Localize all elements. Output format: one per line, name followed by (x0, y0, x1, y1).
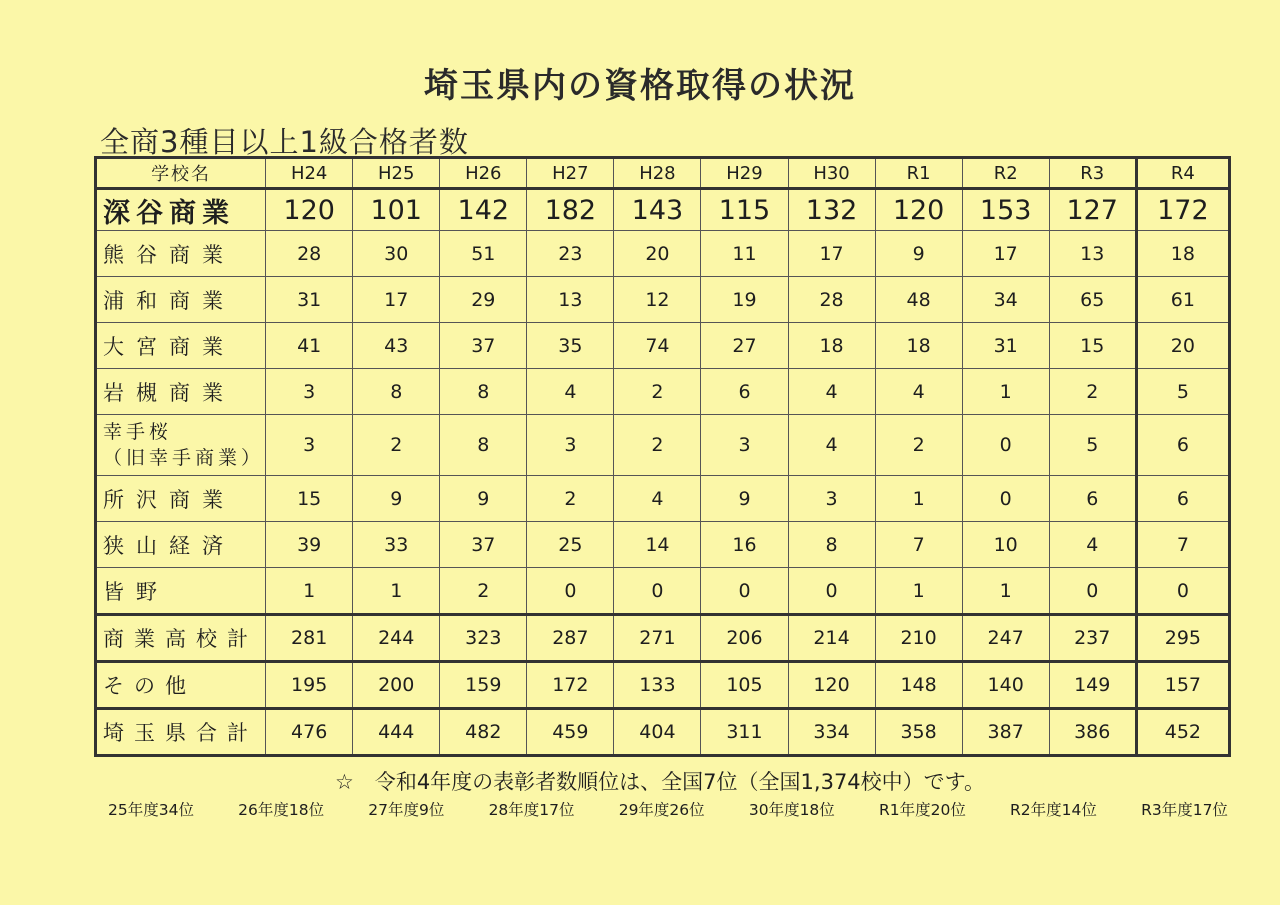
value-cell: 1 (875, 568, 962, 615)
value-cell: 149 (1049, 662, 1136, 709)
value-cell: 2 (875, 415, 962, 476)
value-cell: 41 (266, 323, 353, 369)
value-cell: 358 (875, 709, 962, 756)
value-cell: 142 (440, 189, 527, 231)
value-cell: 200 (353, 662, 440, 709)
value-cell: 8 (788, 522, 875, 568)
year-header: H26 (440, 158, 527, 189)
value-cell: 0 (1136, 568, 1229, 615)
value-cell: 386 (1049, 709, 1136, 756)
value-cell: 247 (962, 615, 1049, 662)
value-cell: 12 (614, 277, 701, 323)
table-row (96, 323, 1230, 369)
table-row (96, 615, 1230, 662)
value-cell: 7 (875, 522, 962, 568)
value-cell: 2 (353, 415, 440, 476)
value-cell: 28 (266, 231, 353, 277)
table-row (96, 476, 1230, 522)
value-cell: 9 (701, 476, 788, 522)
value-cell: 31 (266, 277, 353, 323)
school-name-text: 岩槻商業 (103, 380, 235, 405)
value-cell: 287 (527, 615, 614, 662)
value-cell: 37 (440, 323, 527, 369)
school-name (96, 709, 266, 756)
value-cell: 13 (1049, 231, 1136, 277)
value-cell: 51 (440, 231, 527, 277)
year-header: H30 (788, 158, 875, 189)
value-cell: 17 (353, 277, 440, 323)
value-cell: 2 (614, 415, 701, 476)
school-name-text: 所沢商業 (103, 487, 235, 512)
school-name-text: 埼玉県合計 (103, 721, 258, 745)
year-header: H27 (527, 158, 614, 189)
school-name (96, 277, 266, 323)
table-row (96, 277, 1230, 323)
value-cell: 6 (701, 369, 788, 415)
school-name-text: 狭山経済 (103, 533, 235, 558)
value-cell: 334 (788, 709, 875, 756)
value-cell: 0 (962, 476, 1049, 522)
value-cell: 452 (1136, 709, 1229, 756)
value-cell: 9 (440, 476, 527, 522)
school-name (96, 189, 266, 231)
year-header: H28 (614, 158, 701, 189)
value-cell: 4 (527, 369, 614, 415)
yearly-rankings (108, 798, 1228, 820)
value-cell: 6 (1049, 476, 1136, 522)
table-row (96, 662, 1230, 709)
year-header: H25 (353, 158, 440, 189)
value-cell: 237 (1049, 615, 1136, 662)
value-cell: 11 (701, 231, 788, 277)
value-cell: 15 (1049, 323, 1136, 369)
page-title: 埼玉県内の資格取得の状況 (424, 66, 856, 106)
value-cell: 159 (440, 662, 527, 709)
year-header: R4 (1136, 158, 1229, 189)
value-cell: 210 (875, 615, 962, 662)
value-cell: 311 (701, 709, 788, 756)
year-header: R2 (962, 158, 1049, 189)
value-cell: 271 (614, 615, 701, 662)
value-cell: 8 (440, 415, 527, 476)
value-cell: 172 (1136, 189, 1229, 231)
ranking-note: ☆ 令和4年度の表彰者数順位は、全国7位（全国1,374校中）です。 (335, 770, 985, 794)
value-cell: 1 (266, 568, 353, 615)
value-cell: 25 (527, 522, 614, 568)
value-cell: 157 (1136, 662, 1229, 709)
value-cell: 27 (701, 323, 788, 369)
ranking-item: 27年度9位 (368, 801, 445, 819)
value-cell: 43 (353, 323, 440, 369)
value-cell: 2 (440, 568, 527, 615)
value-cell: 5 (1049, 415, 1136, 476)
value-cell: 115 (701, 189, 788, 231)
value-cell: 48 (875, 277, 962, 323)
value-cell: 182 (527, 189, 614, 231)
school-name (96, 476, 266, 522)
value-cell: 482 (440, 709, 527, 756)
school-name (96, 568, 266, 615)
table-row (96, 522, 1230, 568)
value-cell: 29 (440, 277, 527, 323)
year-header: H29 (701, 158, 788, 189)
school-name (96, 369, 266, 415)
value-cell: 16 (701, 522, 788, 568)
value-cell: 120 (266, 189, 353, 231)
value-cell: 3 (266, 415, 353, 476)
value-cell: 0 (701, 568, 788, 615)
value-cell: 10 (962, 522, 1049, 568)
ranking-item: 25年度34位 (108, 801, 194, 819)
value-cell: 4 (788, 415, 875, 476)
value-cell: 3 (266, 369, 353, 415)
value-cell: 4 (788, 369, 875, 415)
ranking-item: R1年度20位 (878, 801, 966, 819)
value-cell: 4 (875, 369, 962, 415)
value-cell: 4 (614, 476, 701, 522)
value-cell: 33 (353, 522, 440, 568)
table-subtitle: 全商3種目以上1級合格者数 (100, 125, 469, 159)
value-cell: 120 (875, 189, 962, 231)
value-cell: 120 (788, 662, 875, 709)
value-cell: 19 (701, 277, 788, 323)
school-name-text: 幸手桜 (103, 421, 173, 443)
school-name (96, 231, 266, 277)
value-cell: 28 (788, 277, 875, 323)
value-cell: 9 (353, 476, 440, 522)
school-name (96, 615, 266, 662)
value-cell: 15 (266, 476, 353, 522)
year-header: R1 (875, 158, 962, 189)
table-row (96, 189, 1230, 231)
value-cell: 39 (266, 522, 353, 568)
value-cell: 101 (353, 189, 440, 231)
ranking-item: 26年度18位 (238, 801, 325, 819)
ranking-item: 30年度18位 (748, 801, 835, 819)
school-name-text: 皆野 (103, 579, 169, 604)
value-cell: 195 (266, 662, 353, 709)
value-cell: 35 (527, 323, 614, 369)
value-cell: 295 (1136, 615, 1229, 662)
value-cell: 459 (527, 709, 614, 756)
value-cell: 1 (962, 568, 1049, 615)
value-cell: 17 (788, 231, 875, 277)
value-cell: 0 (614, 568, 701, 615)
value-cell: 20 (1136, 323, 1229, 369)
value-cell: 65 (1049, 277, 1136, 323)
value-cell: 7 (1136, 522, 1229, 568)
value-cell: 34 (962, 277, 1049, 323)
table-row (96, 568, 1230, 615)
school-former-name: （旧幸手商業） (103, 447, 265, 469)
value-cell: 132 (788, 189, 875, 231)
value-cell: 5 (1136, 369, 1229, 415)
value-cell: 206 (701, 615, 788, 662)
value-cell: 8 (440, 369, 527, 415)
value-cell: 476 (266, 709, 353, 756)
value-cell: 1 (962, 369, 1049, 415)
value-cell: 14 (614, 522, 701, 568)
value-cell: 0 (962, 415, 1049, 476)
value-cell: 8 (353, 369, 440, 415)
value-cell: 143 (614, 189, 701, 231)
table-row (96, 369, 1230, 415)
value-cell: 281 (266, 615, 353, 662)
value-cell: 0 (527, 568, 614, 615)
value-cell: 3 (527, 415, 614, 476)
value-cell: 127 (1049, 189, 1136, 231)
value-cell: 30 (353, 231, 440, 277)
value-cell: 153 (962, 189, 1049, 231)
value-cell: 133 (614, 662, 701, 709)
value-cell: 18 (875, 323, 962, 369)
value-cell: 2 (527, 476, 614, 522)
value-cell: 18 (788, 323, 875, 369)
value-cell: 1 (353, 568, 440, 615)
value-cell: 18 (1136, 231, 1229, 277)
school-name-text: 大宮商業 (103, 334, 235, 359)
year-header: H24 (266, 158, 353, 189)
value-cell: 20 (614, 231, 701, 277)
ranking-item: 29年度26位 (618, 801, 705, 819)
value-cell: 214 (788, 615, 875, 662)
school-name-text: その他 (103, 674, 196, 698)
school-name-text: 深谷商業 (103, 197, 235, 229)
value-cell: 172 (527, 662, 614, 709)
year-header: R3 (1049, 158, 1136, 189)
value-cell: 17 (962, 231, 1049, 277)
school-name (96, 662, 266, 709)
school-name-text: 熊谷商業 (103, 242, 235, 267)
value-cell: 0 (788, 568, 875, 615)
school-name (96, 415, 266, 476)
value-cell: 37 (440, 522, 527, 568)
value-cell: 2 (1049, 369, 1136, 415)
value-cell: 2 (614, 369, 701, 415)
ranking-item: 28年度17位 (488, 801, 575, 819)
table-row (96, 709, 1230, 756)
value-cell: 3 (701, 415, 788, 476)
value-cell: 140 (962, 662, 1049, 709)
value-cell: 23 (527, 231, 614, 277)
value-cell: 0 (1049, 568, 1136, 615)
value-cell: 148 (875, 662, 962, 709)
school-name-text: 浦和商業 (103, 288, 235, 313)
ranking-item: R3年度17位 (1141, 801, 1228, 819)
table-row (96, 415, 1230, 476)
ranking-item: R2年度14位 (1010, 801, 1097, 819)
corner-label: 学校名 (96, 158, 266, 189)
value-cell: 323 (440, 615, 527, 662)
value-cell: 6 (1136, 476, 1229, 522)
value-cell: 404 (614, 709, 701, 756)
qualification-table (94, 156, 1231, 757)
school-name-text: 商業高校計 (103, 627, 258, 651)
value-cell: 387 (962, 709, 1049, 756)
value-cell: 6 (1136, 415, 1229, 476)
header-row (96, 158, 1230, 189)
value-cell: 244 (353, 615, 440, 662)
value-cell: 31 (962, 323, 1049, 369)
value-cell: 1 (875, 476, 962, 522)
value-cell: 105 (701, 662, 788, 709)
value-cell: 444 (353, 709, 440, 756)
school-name (96, 522, 266, 568)
value-cell: 74 (614, 323, 701, 369)
table-row (96, 231, 1230, 277)
school-name (96, 323, 266, 369)
value-cell: 9 (875, 231, 962, 277)
value-cell: 4 (1049, 522, 1136, 568)
value-cell: 61 (1136, 277, 1229, 323)
value-cell: 3 (788, 476, 875, 522)
value-cell: 13 (527, 277, 614, 323)
